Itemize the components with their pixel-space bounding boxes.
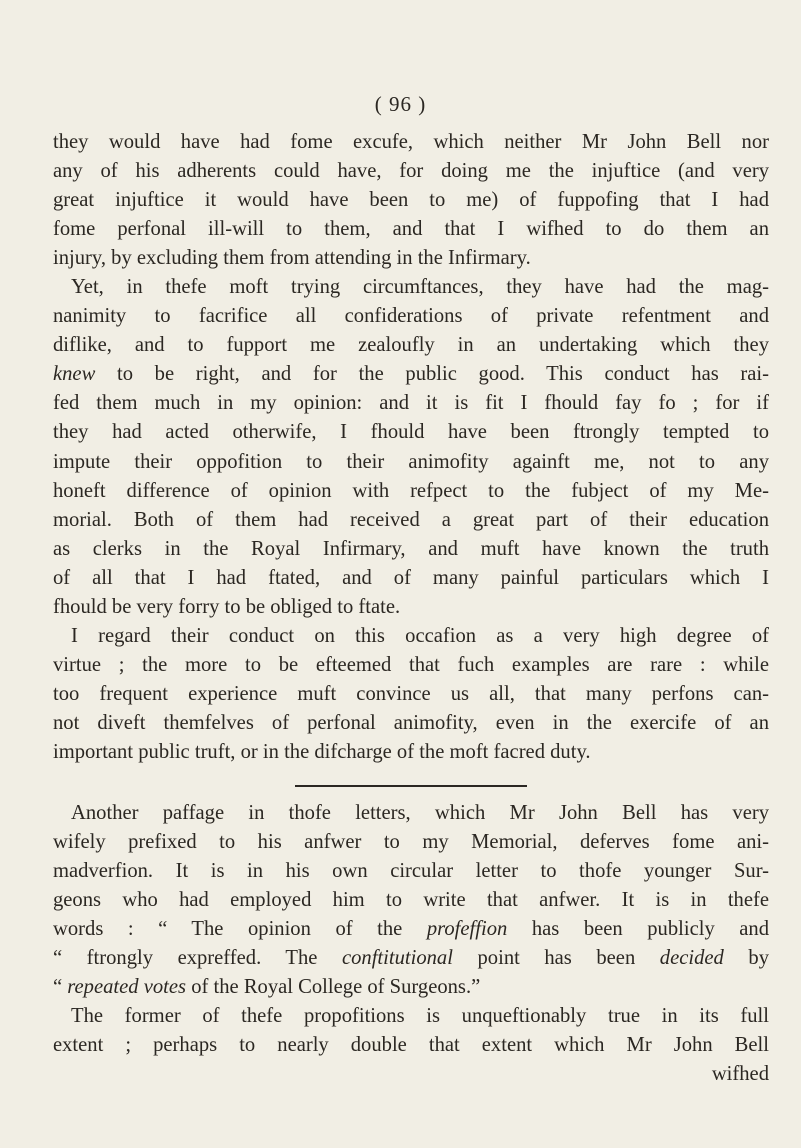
text-line: honeft difference of opinion with refpect to the fubject of my Me- [53,479,769,502]
text-line: geons who had employed him to write that anfwer. It is in thefe [53,889,769,912]
text-line [53,915,769,944]
text-line: Another paffage in thofe letters, which Mr John Bell has very [71,802,769,825]
catchword: wifhed [711,1063,769,1086]
text-fragment: to be right, and for the public good. This conduct has rai- [117,363,769,386]
text-line: madverfion. It is in his own circular letter to thofe younger Sur- [53,860,769,883]
text-line: fhould be very forry to be obliged to ftate. [53,595,401,618]
text-fragment: “ ftrongly expreffed. The [53,947,318,970]
text-line: important public truft, or in the difcharge of the moft facred duty. [53,740,591,763]
text-line: morial. Both of them had received a great part of their education [53,508,769,531]
text-line: great injuftice it would have been to me) of fuppofing that I had [53,189,769,212]
text-line: fome perfonal ill-will to them, and that I wifhed to do them an [53,218,769,241]
text-line: impute their oppofition to their animofity againft me, not to any [53,450,769,473]
italic-word: repeated votes [67,976,187,999]
text-line: wifely prefixed to his anfwer to my Memorial, deferves fome ani- [53,831,769,854]
text-fragment: words : “ The opinion of the [53,918,403,941]
text-line: as clerks in the Royal Infirmary, and muft have known the truth [53,537,769,560]
text-fragment: “ [53,976,63,999]
italic-word: knew [53,363,96,386]
text-line [53,944,769,973]
text-line [53,360,769,389]
text-line: they had acted otherwife, I fhould have been ftrongly tempted to [53,421,769,444]
text-fragment: has been publicly and [531,918,770,941]
text-line: any of his adherents could have, for doing me the injuftice (and very [53,160,769,183]
text-line: too frequent experience muft convince us all, that many perfons can- [53,682,769,705]
text-fragment: of the Royal College of Surgeons.” [191,976,481,999]
italic-word: profeffion [426,918,508,941]
text-line: they would have had fome excufe, which neither Mr John Bell nor [53,131,769,153]
text-line: The former of thefe propofitions is unqueftionably true in its full [71,1005,769,1028]
paragraph-1 [53,128,769,273]
body-text [53,128,769,1090]
text-line: nanimity to facrifice all confiderations of private refentment and [53,305,769,328]
text-line: I regard their conduct on this occafion as a very high degree of [71,624,769,647]
text-line: injury, by excluding them from attending in the Infirmary. [53,247,531,270]
text-line: of all that I had ftated, and of many painful particulars which I [53,566,769,589]
paragraph-2 [53,273,769,622]
text-line [53,973,769,1002]
italic-word: conftitutional [341,947,453,970]
page-number: ( 96 ) [374,92,427,116]
text-line: extent ; perhaps to nearly double that extent which Mr John Bell [53,1034,769,1057]
text-fragment: by [748,947,769,970]
italic-word: decided [659,947,724,970]
paragraph-5 [53,1002,769,1089]
text-line: not diveft themfelves of perfonal animofity, even in the exercife of an [53,711,769,734]
paragraph-4 [53,799,769,1002]
text-line: Yet, in thefe moft trying circumftances, they have had the mag- [71,276,769,299]
section-divider [295,785,527,787]
text-line: virtue ; the more to be efteemed that fuch examples are rare : while [53,653,769,676]
text-line: fed them much in my opinion: and it is fit I fhould fay fo ; for if [53,392,769,415]
paragraph-3 [53,622,769,767]
text-fragment: point has been [477,947,636,970]
text-line: diflike, and to fupport me zealoufly in an undertaking which they [53,334,769,357]
